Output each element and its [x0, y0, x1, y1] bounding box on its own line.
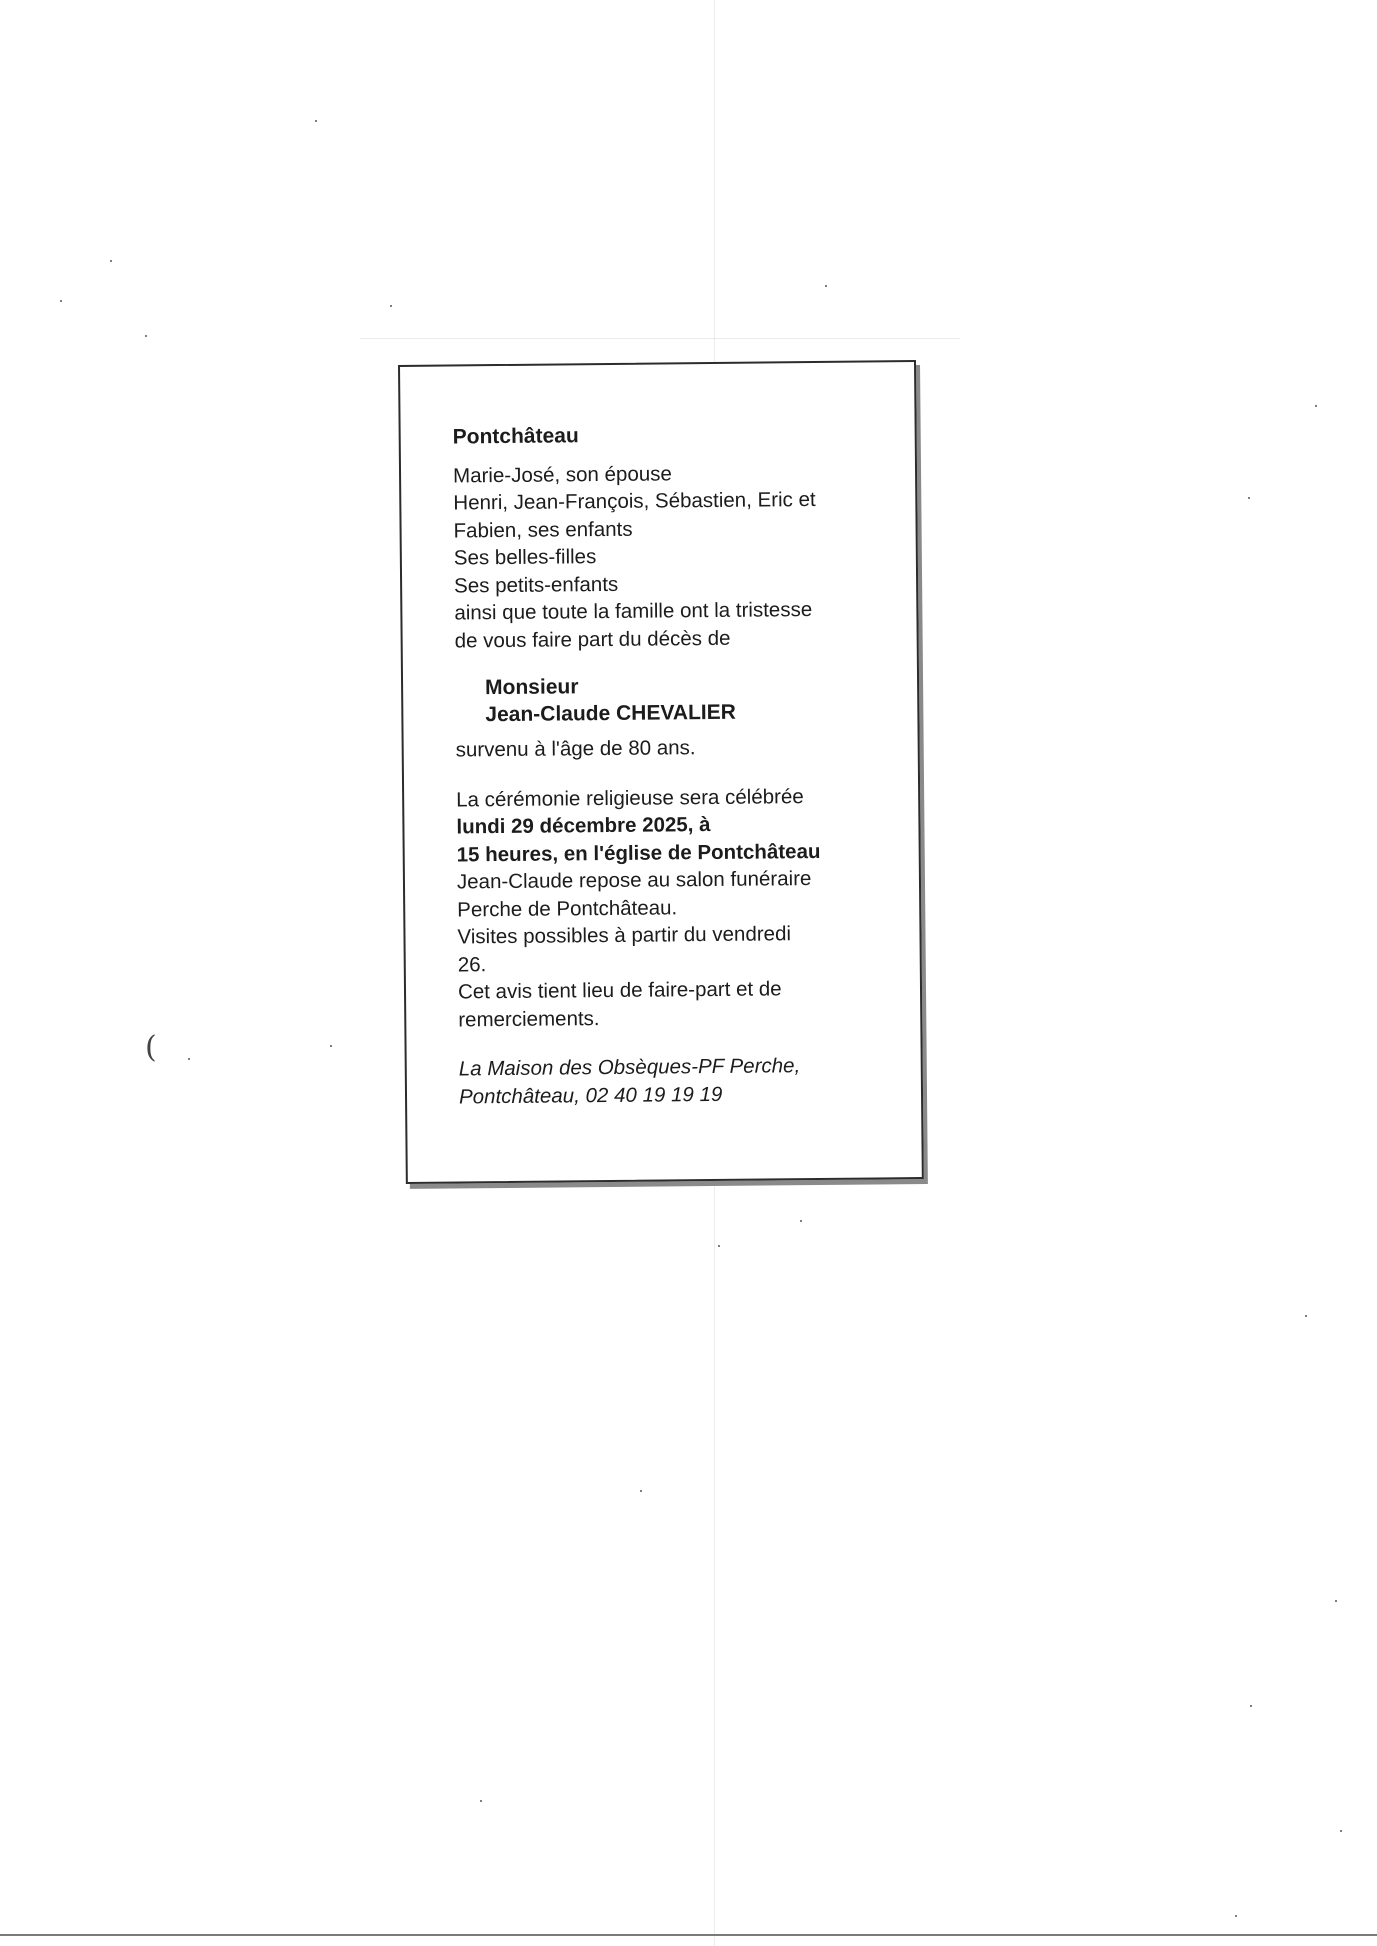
scan-speck	[1235, 1915, 1237, 1917]
notice-town: Pontchâteau	[452, 424, 579, 449]
scan-speck	[1315, 405, 1317, 407]
family-line: de vous faire part du décès de	[454, 626, 731, 652]
ceremony-place: 15 heures, en l'église de Pontchâteau	[456, 839, 821, 866]
family-line: Ses belles-filles	[453, 545, 597, 570]
scan-speck	[800, 1220, 802, 1222]
notice-content	[453, 419, 890, 1110]
family-line: Fabien, ses enfants	[453, 517, 633, 542]
signature-line: Pontchâteau, 02 40 19 19 19	[458, 1082, 723, 1108]
family-line: Henri, Jean-François, Sébastien, Eric et	[453, 487, 816, 515]
obituary-notice	[398, 360, 924, 1184]
family-line: ainsi que toute la famille ont la tristesse	[454, 598, 813, 625]
ceremony-intro: La cérémonie religieuse sera célébrée	[456, 784, 804, 811]
scan-speck	[330, 1045, 332, 1047]
deceased-name: Jean-Claude CHEVALIER	[485, 700, 736, 727]
scan-speck	[1248, 497, 1250, 499]
deceased-title: Monsieur	[484, 675, 579, 700]
scan-artifact-line	[360, 338, 960, 339]
family-line: Marie-José, son épouse	[452, 461, 672, 487]
page-bottom-edge	[0, 1934, 1377, 1936]
info-line: 26.	[457, 952, 487, 976]
scan-speck	[640, 1490, 642, 1492]
scan-speck	[1335, 1600, 1337, 1602]
scan-speck	[480, 1800, 482, 1802]
scan-speck	[145, 335, 147, 337]
scan-speck	[1340, 1830, 1342, 1832]
scan-speck	[1305, 1315, 1307, 1317]
scan-speck	[390, 305, 392, 307]
scan-speck	[825, 285, 827, 287]
scan-speck	[60, 300, 62, 302]
ceremony-date: lundi 29 décembre 2025, à	[456, 813, 711, 839]
info-line: Jean-Claude repose au salon funéraire	[456, 867, 812, 894]
margin-mark: (	[145, 1030, 157, 1065]
scan-speck	[315, 120, 317, 122]
info-line: Cet avis tient lieu de faire-part et de	[457, 977, 782, 1004]
scan-speck	[718, 1245, 720, 1247]
deceased-name-block	[455, 670, 885, 728]
info-line: Perche de Pontchâteau.	[457, 895, 678, 921]
info-line: remerciements.	[458, 1006, 600, 1031]
info-line: Visites possibles à partir du vendredi	[457, 922, 792, 949]
scan-speck	[110, 260, 112, 262]
family-line: Ses petits-enfants	[454, 572, 619, 597]
scan-speck	[188, 1058, 190, 1060]
age-line: survenu à l'âge de 80 ans.	[455, 736, 696, 762]
scan-speck	[1250, 1705, 1252, 1707]
signature-line: La Maison des Obsèques-PF Perche,	[458, 1054, 801, 1081]
